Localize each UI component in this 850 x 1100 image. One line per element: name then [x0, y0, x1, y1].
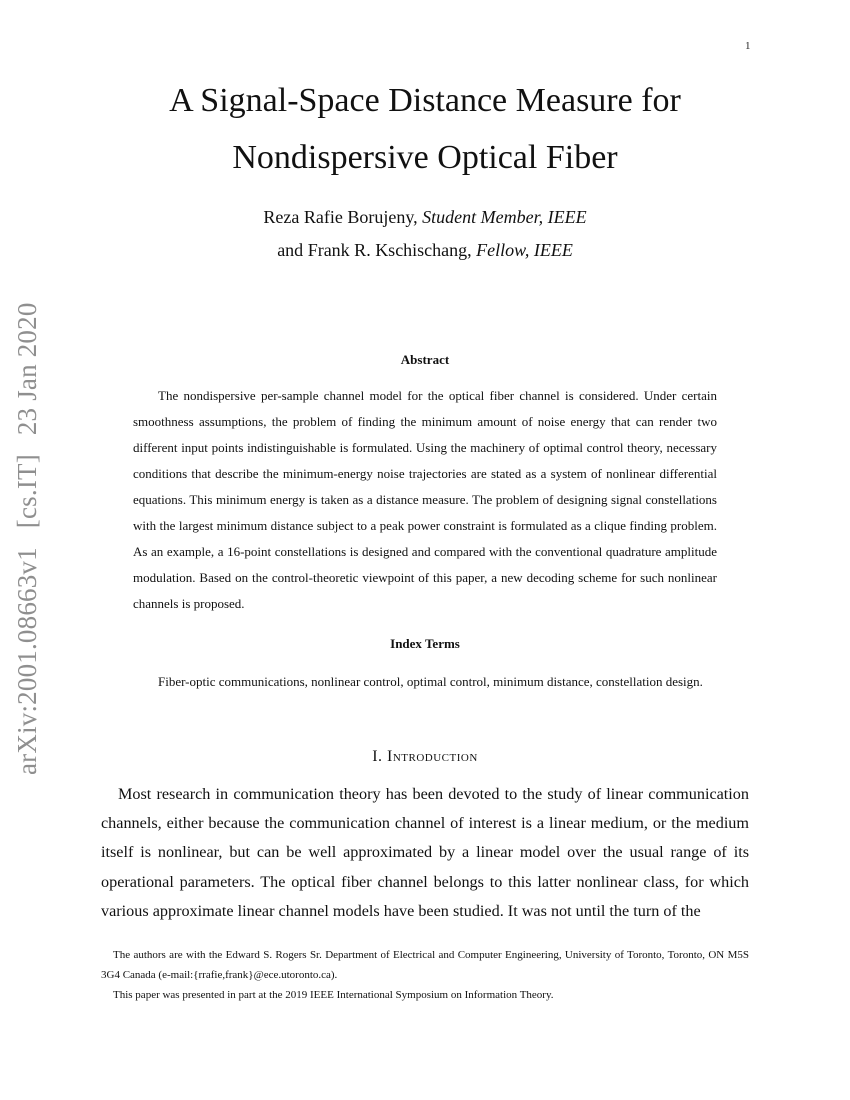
- title-line-2: Nondispersive Optical Fiber: [232, 139, 618, 176]
- abstract-text: The nondispersive per-sample channel model for the optical fiber channel is considered. Under certain smoothness assumptions, the problem of finding the minimum amount of noise energy that can render two different input points indistinguishable is formulated. Using the machinery of optimal control theory, necessary conditions that describe the minimum-energy noise trajectories are stated as a system of nonlinear differential equations. This minimum energy is taken as a distance measure. The problem of designing signal constellations with the largest minimum distance subject to a peak power constraint is formulated as a clique finding problem. As an example, a 16-point constellations is designed and compared with the conventional quadrature amplitude modulation. Based on the control-theoretic viewpoint of this paper, a new decoding scheme for such nonlinear channels is proposed.: [133, 388, 717, 611]
- footnote-presentation: This paper was presented in part at the 2019 IEEE International Symposium on Information Theory.: [113, 989, 554, 1001]
- arxiv-stamp: [12, 302, 43, 775]
- author-1-affiliation: Student Member, IEEE: [422, 207, 587, 227]
- title-line-1: A Signal-Space Distance Measure for: [169, 82, 681, 119]
- author-1-name: Reza Rafie Borujeny,: [263, 207, 423, 227]
- page-number: 1: [745, 40, 751, 52]
- arxiv-date: 23 Jan 2020: [12, 302, 42, 436]
- footnote-affiliation: The authors are with the Edward S. Rogers Sr. Department of Electrical and Computer Engineering, University of Toronto, Toronto, ON M5S 3G4 Canada (e-mail:{rrafie,frank}@ece.utoronto.ca).: [101, 949, 749, 981]
- abstract-heading: Abstract: [400, 352, 450, 367]
- author-2-affiliation: Fellow, IEEE: [476, 240, 573, 260]
- author-list: [0, 201, 850, 267]
- section-numeral: I.: [372, 748, 388, 765]
- footnotes: [101, 945, 749, 1005]
- author-2-name: Frank R. Kschischang,: [307, 240, 477, 260]
- author-1: [0, 201, 850, 234]
- arxiv-category: [cs.IT]: [12, 454, 42, 529]
- index-terms-heading: Index Terms: [390, 636, 460, 651]
- author-2-prefix: and: [277, 240, 308, 260]
- section-title: Introduction: [387, 748, 478, 765]
- paper-title: [0, 72, 850, 186]
- introduction-heading: [0, 748, 850, 766]
- arxiv-id: arXiv:2001.08663v1: [12, 547, 42, 775]
- introduction-text: Most research in communication theory has been devoted to the study of linear communication channels, either because the communication channel of interest is a linear medium, or the medium itself is nonlinear, but can be well approximated by a linear model over the usual range of its operational parameters. The optical fiber channel belongs to this latter nonlinear class, for which various approximate linear channel models have been studied. It was not until the turn of the: [101, 785, 749, 920]
- index-terms-text: Fiber-optic communications, nonlinear control, optimal control, minimum distance, constellation design.: [158, 674, 703, 689]
- author-2: [0, 234, 850, 267]
